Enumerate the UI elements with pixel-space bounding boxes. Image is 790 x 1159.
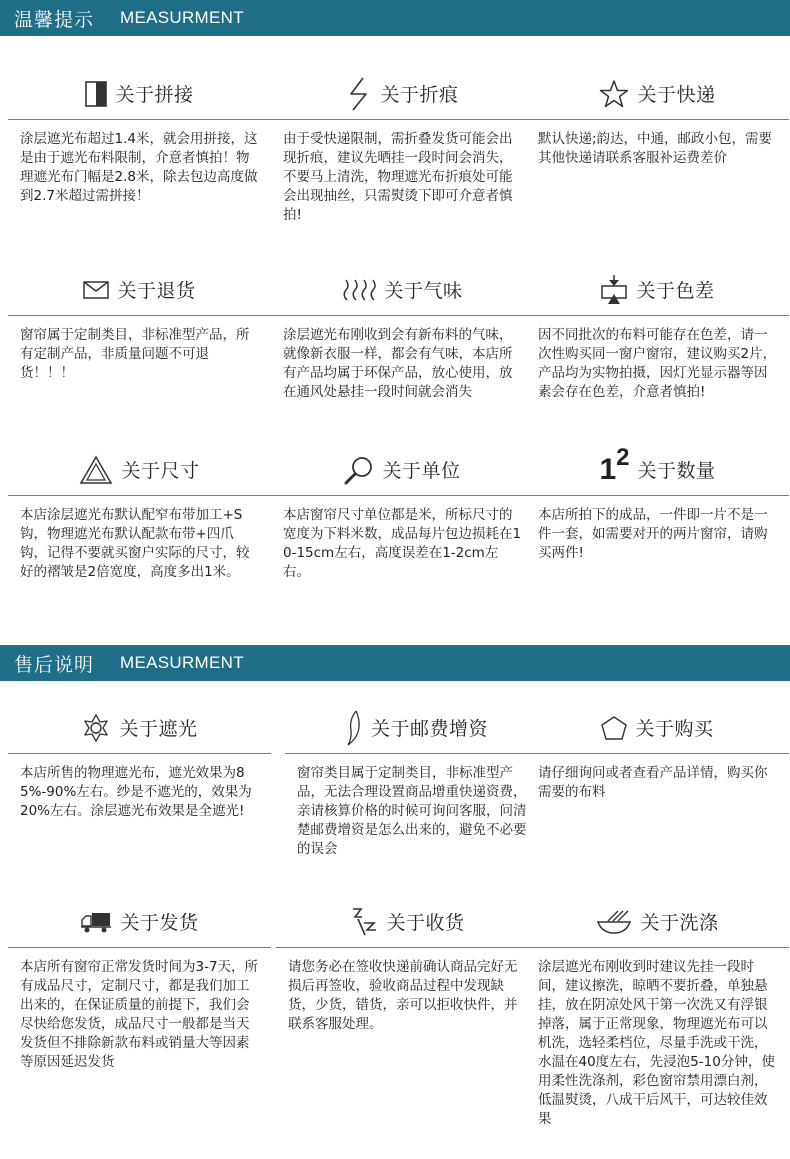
star-icon xyxy=(599,80,629,108)
info-card-express xyxy=(526,68,789,168)
card-text: 窗帘类目属于定制类目，非标准型产品，无法合理设置商品增重快递资费，亲请核算价格的时候可询问客服，问清楚邮费增资是怎么出来的，避免不必要的误会 xyxy=(297,765,527,857)
info-card-crease xyxy=(271,68,534,225)
card-text: 涂层遮光布超过1.4米，就会用拼接，这是由于遮光布料限制，介意者慎拍！物理遮光布门幅是2.8米，除去包边高度做到2.7米超过需拼接！ xyxy=(20,131,258,204)
section-header-after-sales xyxy=(0,645,790,681)
card-title: 关于洗涤 xyxy=(640,912,719,934)
card-text: 因不同批次的布料可能存在色差，请一次性购买同一窗户窗帘，建议购买2片，产品均为实物拍摄，因灯光显示器等因素会存在色差，介意者慎拍! xyxy=(538,327,777,400)
card-title: 关于退货 xyxy=(117,280,196,302)
sun-icon xyxy=(81,713,111,743)
info-card-color-difference xyxy=(526,264,789,402)
card-text: 本店所拍下的成品，一件即一片不是一件一套，如需要对开的两片窗帘，请购买两件! xyxy=(538,507,768,561)
card-text: 涂层遮光布刚收到会有新布料的气味，就像新衣服一样，都会有气味，本店所有产品均属于环保产品，放心使用，放在通风处悬挂一段时间就会消失 xyxy=(283,327,513,400)
receive-icon xyxy=(350,907,378,937)
section-subtitle: MEASURMENT xyxy=(120,653,244,672)
wash-icon xyxy=(596,910,632,934)
info-card-size xyxy=(8,444,271,582)
info-card-quantity xyxy=(526,444,789,563)
envelope-icon xyxy=(83,281,109,299)
section-subtitle: MEASURMENT xyxy=(120,8,244,27)
card-title: 关于遮光 xyxy=(119,718,198,740)
info-card-blackout xyxy=(8,702,271,821)
info-card-postage xyxy=(285,702,548,859)
card-title: 关于购买 xyxy=(635,718,714,740)
card-title: 关于尺寸 xyxy=(121,460,200,482)
splice-icon xyxy=(85,81,107,107)
info-card-smell xyxy=(271,264,534,402)
card-title: 关于拼接 xyxy=(115,84,194,106)
card-text: 请仔细询问或者查看产品详情，购买你需要的布料 xyxy=(538,765,768,800)
number-squared-icon: 1 2 xyxy=(599,443,630,486)
info-card-shipping xyxy=(8,896,271,1072)
card-title: 关于单位 xyxy=(382,460,461,482)
card-text: 本店窗帘尺寸单位都是米，所标尺寸的宽度为下料米数，成品每片包边损耗在10-15cm左右，高度误差在1-2cm左右。 xyxy=(283,507,522,580)
info-card-splice xyxy=(8,68,271,206)
info-card-unit xyxy=(271,444,534,582)
card-text: 本店涂层遮光布默认配窄布带加工+S钩，物理遮光布默认配款布带+四爪钩，记得不要就买窗户实际的尺寸，较好的褶皱是2倍宽度，高度多出1米。 xyxy=(20,507,250,580)
magnifier-icon xyxy=(344,455,374,485)
info-card-purchase xyxy=(526,702,789,802)
pentagon-icon xyxy=(601,716,627,740)
card-title: 关于快递 xyxy=(637,84,716,106)
lightning-icon xyxy=(346,77,372,111)
color-difference-icon xyxy=(600,275,628,305)
steam-icon xyxy=(342,278,376,302)
card-title: 关于色差 xyxy=(636,280,715,302)
card-title: 关于邮费增资 xyxy=(370,718,488,740)
triangle-icon xyxy=(79,455,113,485)
info-card-receiving xyxy=(276,896,539,1034)
card-text: 默认快递;韵达，中通，邮政小包，需要其他快递请联系客服补运费差价 xyxy=(538,131,773,166)
card-text: 本店所售的物理遮光布，遮光效果为85%-90%左右。纱是不遮光的，效果为20%左右。涂层遮光布效果是全遮光! xyxy=(20,765,252,819)
info-card-return xyxy=(8,264,271,383)
card-title: 关于收货 xyxy=(386,912,465,934)
section-title: 温馨提示 xyxy=(14,8,95,31)
card-text: 窗帘属于定制类目，非标准型产品，所有定制产品，非质量问题不可退货！！！ xyxy=(20,327,250,381)
card-title: 关于折痕 xyxy=(380,84,459,106)
card-title: 关于发货 xyxy=(120,912,199,934)
truck-icon xyxy=(80,910,112,934)
card-text: 涂层遮光布刚收到时建议先挂一段时间，建议擦洗，晾晒不要折叠，单独悬挂，放在阴凉处风干第一次洗又有浮银掉落，属于正常现象，物理遮光布可以机洗，选轻柔档位，尽量手洗或干洗，水温在40度左右，先浸泡5-10分钟，使用柔性洗涤剂，彩色窗帘禁用漂白剂，低温熨烫，八成干后风干，可达较佳效果 xyxy=(538,959,775,1127)
card-text: 本店所有窗帘正常发货时间为3-7天，所有成品尺寸，定制尺寸，都是我们加工出来的，在保证质量的前提下，我们会尽快给您发货，成品尺寸一般都是当天发货但不排除新款布料或销量大等因素等原因延迟发货 xyxy=(20,959,259,1070)
card-text: 由于受快递限制，需折叠发货可能会出现折痕，建议先晒挂一段时间会消失，不要马上清洗，物理遮光布折痕处可能会出现抽丝，只需熨烫下即可介意者慎拍! xyxy=(283,131,513,223)
flame-icon xyxy=(345,710,363,746)
card-title: 关于数量 xyxy=(637,460,716,482)
card-title: 关于气味 xyxy=(384,280,463,302)
section-header-tips xyxy=(0,0,790,36)
card-text: 请您务必在签收快递前确认商品完好无损后再签收，验收商品过程中发现缺货，少货，错货，亲可以拒收快件，并联系客服处理。 xyxy=(288,959,518,1032)
info-card-washing xyxy=(526,896,789,1129)
section-title: 售后说明 xyxy=(14,653,95,676)
